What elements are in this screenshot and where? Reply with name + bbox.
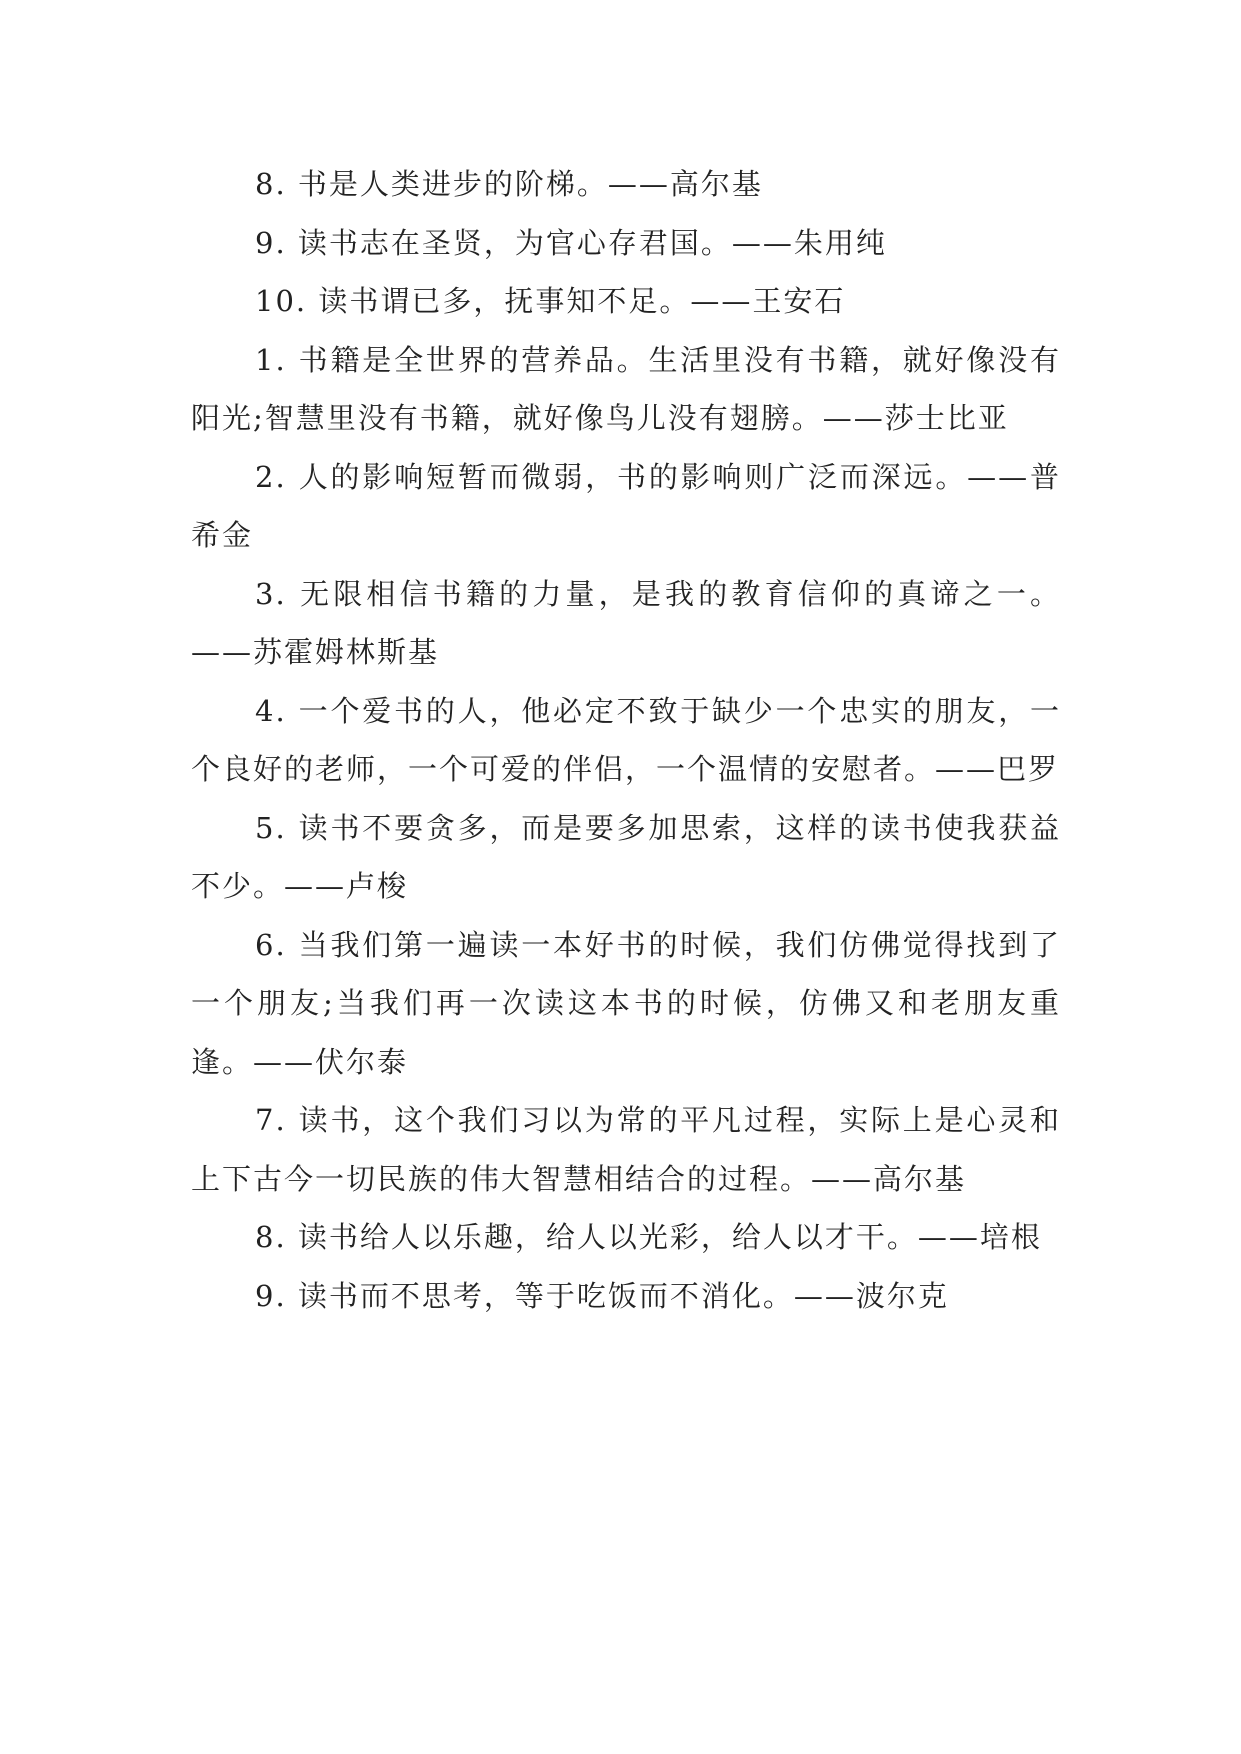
quote-paragraph: 1. 书籍是全世界的营养品。生活里没有书籍，就好像没有阳光;智慧里没有书籍，就好像鸟儿没有翅膀。——莎士比亚: [191, 342, 1061, 435]
quote-paragraph: 8. 书是人类进步的阶梯。——高尔基: [255, 167, 763, 201]
quote-paragraph: 8. 读书给人以乐趣，给人以光彩，给人以才干。——培根: [255, 1220, 1042, 1254]
quote-paragraph: 5. 读书不要贪多，而是要多加思索，这样的读书使我获益不少。——卢梭: [191, 810, 1061, 903]
quote-paragraph: 4. 一个爱书的人，他必定不致于缺少一个忠实的朋友，一个良好的老师，一个可爱的伴侣，一个温情的安慰者。——巴罗: [191, 693, 1061, 786]
quote-paragraph: 3. 无限相信书籍的力量，是我的教育信仰的真谛之一。——苏霍姆林斯基: [191, 576, 1061, 669]
quote-paragraph: 7. 读书，这个我们习以为常的平凡过程，实际上是心灵和上下古今一切民族的伟大智慧相结合的过程。——高尔基: [191, 1103, 1061, 1196]
quote-paragraph: 2. 人的影响短暂而微弱，书的影响则广泛而深远。——普希金: [191, 459, 1061, 552]
quote-paragraph: 10. 读书谓已多，抚事知不足。——王安石: [255, 284, 846, 318]
quote-paragraph: 9. 读书志在圣贤，为官心存君国。——朱用纯: [255, 225, 887, 260]
quote-paragraph: 9. 读书而不思考，等于吃饭而不消化。——波尔克: [255, 1278, 949, 1313]
document-body: [191, 155, 1061, 1325]
quote-paragraph: 6. 当我们第一遍读一本好书的时候，我们仿佛觉得找到了一个朋友;当我们再一次读这本书的时候，仿佛又和老朋友重逢。——伏尔泰: [191, 927, 1061, 1079]
